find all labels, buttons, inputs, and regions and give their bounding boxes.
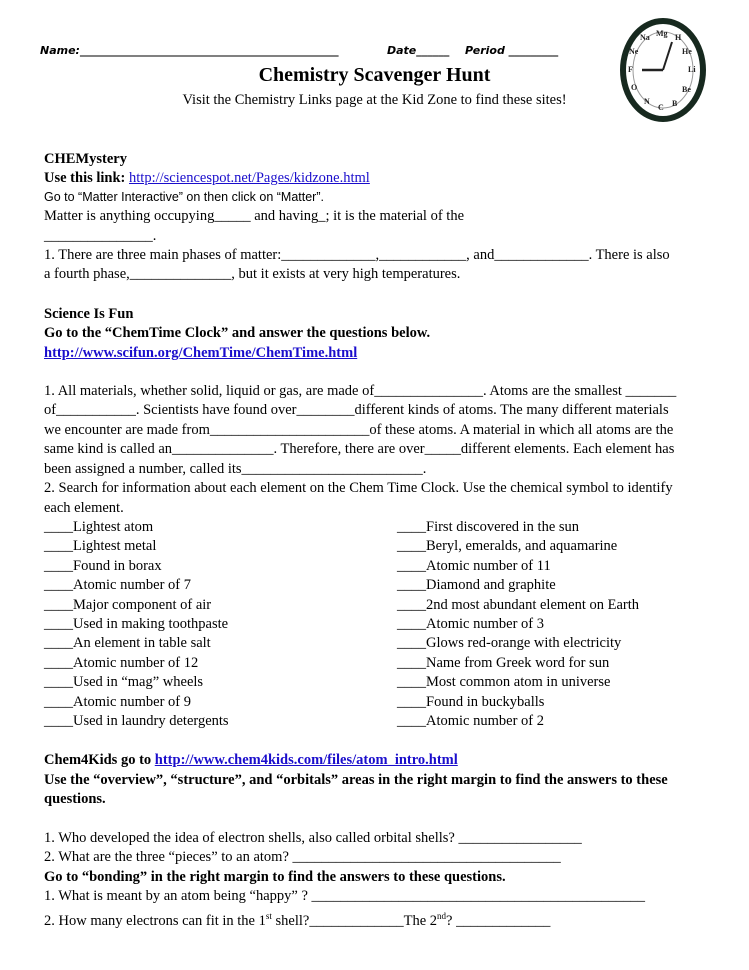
svg-text:Na: Na [640,33,650,42]
list-item: ____Lightest metal [44,538,157,555]
svg-text:B: B [672,99,678,108]
question-line: we encounter are made from______________________of these atoms. A material in which all atoms are the [44,422,674,438]
svg-text:Li: Li [688,65,696,74]
question-line: _______________. [44,228,157,244]
question-line: each element. [44,500,124,516]
list-item: ____Used in “mag” wheels [44,674,204,691]
section-heading-chem4kids [44,751,458,771]
element-list-left [44,518,229,731]
svg-text:F: F [628,65,633,74]
chem4kids-instruction: Use the “overview”, “structure”, and “orbitals” areas in the right margin to find the answers to these [44,772,668,788]
question-line: same kind is called an______________. Therefore, there are over_____different elements. Each element has [44,441,675,457]
list-item: ____Atomic number of 11 [397,557,551,574]
question-line: 1. What is meant by an atom being “happy” ? ______________________________________________ [44,888,645,904]
list-item: ____Found in borax [44,557,162,574]
svg-text:O: O [631,83,638,92]
superscript: st [265,911,272,921]
question-line: been assigned a number, called its_________________________. [44,461,427,477]
question-line: a fourth phase,______________, but it exists at very high temperatures. [44,266,461,282]
element-list-right [397,518,639,731]
chem4kids-link[interactable]: http://www.chem4kids.com/files/atom_intro.html [154,752,458,768]
superscript: nd [437,911,447,921]
scifun-link[interactable]: http://www.scifun.org/ChemTime/ChemTime.html [44,345,358,361]
list-item: ____Used in laundry detergents [44,713,229,730]
question-line: 1. There are three main phases of matter:_____________,____________, and_____________. There is also [44,247,670,263]
question-line: 2. What are the three “pieces” to an atom? _____________________________________ [44,849,561,865]
list-item: ____Most common atom in universe [397,674,611,691]
question-line: 1. Who developed the idea of electron shells, also called orbital shells? _________________ [44,830,582,846]
list-item: ____2nd most abundant element on Earth [397,596,640,613]
question-line: of___________. Scientists have found over________different kinds of atoms. The many different materials [44,402,669,418]
question-line [44,907,550,931]
list-item: ____Found in buckyballs [397,693,545,710]
list-item: ____Atomic number of 7 [44,577,191,594]
heading-text: Chem4Kids go to [44,752,155,768]
list-item: ____First discovered in the sun [397,519,580,535]
chem4kids-instruction: questions. [44,791,106,807]
question-line: Matter is anything occupying_____ and having_; it is the material of the [44,208,465,224]
svg-text:N: N [644,97,650,106]
list-item: ____Lightest atom [44,519,154,535]
section-heading-science-fun: Science Is Fun [44,306,134,322]
page-subtitle: Visit the Chemistry Links page at the Kid Zone to find these sites! [182,92,567,108]
date-field[interactable]: Date______ [387,44,450,57]
sciencespot-link[interactable]: http://sciencespot.net/Pages/kidzone.html [129,170,370,186]
chemystery-link-row [44,169,370,189]
svg-text:He: He [682,47,692,56]
science-fun-instruction: Go to the “ChemTime Clock” and answer the questions below. [44,325,431,341]
list-item: ____Atomic number of 3 [397,616,544,633]
svg-text:Be: Be [682,85,691,94]
list-item: ____Atomic number of 9 [44,693,191,710]
q-text: 2. How many electrons can fit in the 1 [44,912,266,929]
q-text: ? _____________ [446,912,551,929]
svg-text:C: C [658,103,664,112]
name-field[interactable]: Name:_______________________________________________ [40,44,339,57]
question-line: 1. All materials, whether solid, liquid or gas, are made of_______________. Atoms are the smallest _______ [44,383,677,399]
svg-text:H: H [675,33,682,42]
list-item: ____Atomic number of 12 [44,654,199,671]
list-item: ____Used in making toothpaste [44,616,229,633]
bonding-instruction: Go to “bonding” in the right margin to find the answers to these questions. [44,869,506,885]
list-item: ____Beryl, emeralds, and aquamarine [397,538,618,555]
list-item: ____Name from Greek word for sun [397,654,610,671]
chemystery-instruction: Go to “Matter Interactive” on then click on “Matter”. [44,190,324,204]
link-label: Use this link: [44,170,130,186]
svg-text:Ne: Ne [629,47,639,56]
svg-text:Mg: Mg [656,29,668,38]
question-line: 2. Search for information about each element on the Chem Time Clock. Use the chemical symbol to identify [44,480,673,496]
list-item: ____An element in table salt [44,635,211,652]
list-item: ____Major component of air [44,596,212,613]
period-field[interactable]: Period _________ [465,44,559,57]
q-text: shell?_____________The 2 [271,912,438,929]
page-title: Chemistry Scavenger Hunt [258,64,491,86]
list-item: ____Atomic number of 2 [397,713,544,730]
list-item: ____Glows red-orange with electricity [397,635,622,652]
list-item: ____Diamond and graphite [397,577,556,594]
section-heading-chemystery: CHEMystery [44,151,127,167]
